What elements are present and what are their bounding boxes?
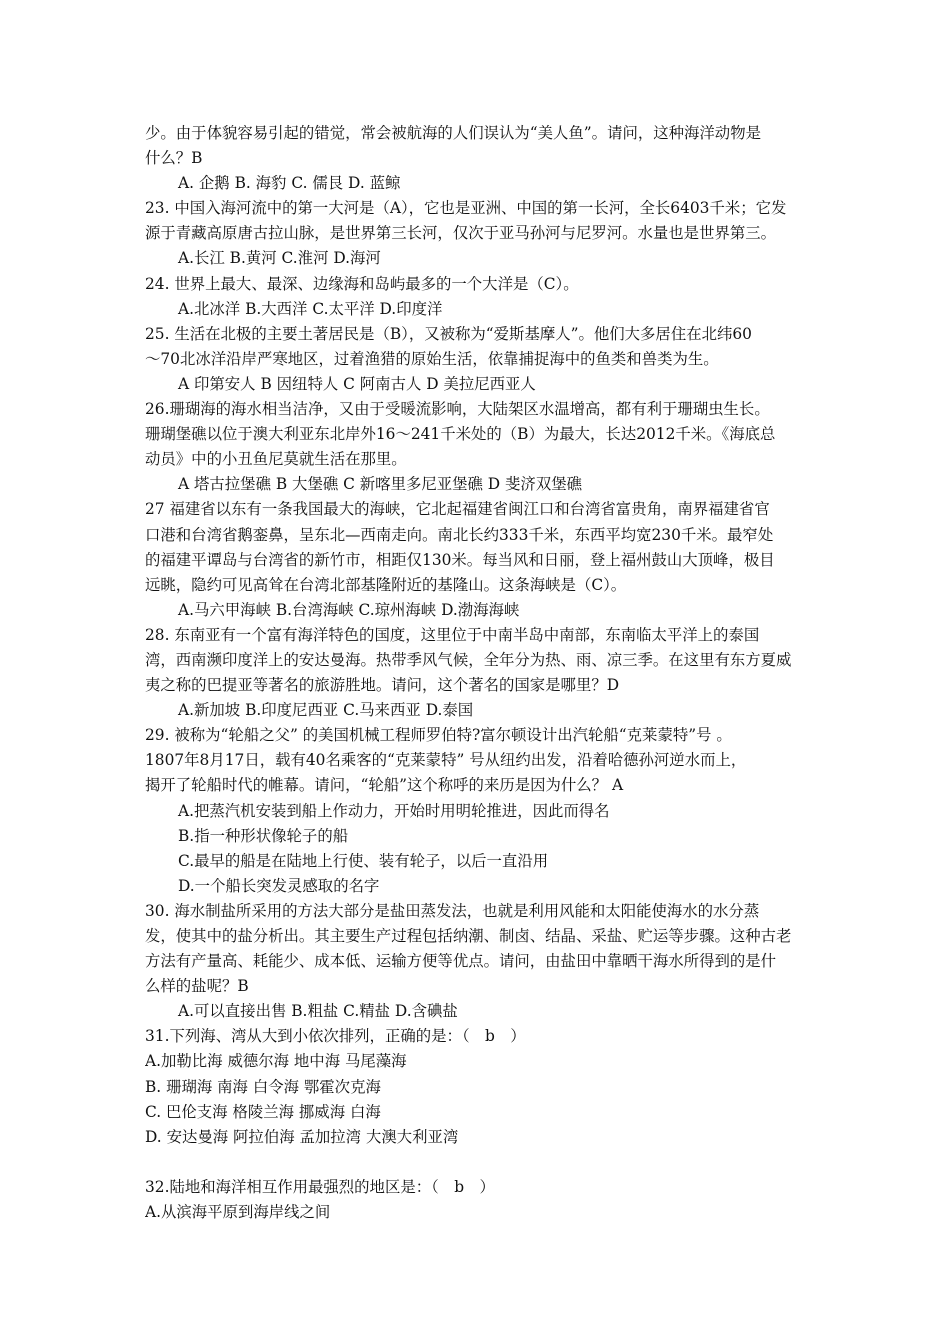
answer-options: A 塔古拉堡礁 B 大堡礁 C 新喀里多尼亚堡礁 D 斐济双堡礁: [178, 475, 582, 494]
answer-options: A.马六甲海峡 B.台湾海峡 C.琼州海峡 D.渤海海峡: [178, 600, 520, 619]
question-30: 30. 海水制盐所采用的方法大部分是盐田蒸发法，也就是利用风能和太阳能使海水的水分蒸: [145, 901, 760, 920]
answer-options: A.北冰洋 B.大西洋 C.太平洋 D.印度洋: [178, 299, 443, 318]
answer-options: A.长江 B.黄河 C.淮河 D.海河: [178, 249, 381, 268]
text-line: 1807年8月17日，载有40名乘客的“克莱蒙特” 号从纽约出发，沿着哈德孙河逆水而上，: [145, 751, 747, 770]
text-line: 方法有产量高、耗能少、成本低、运输方便等优点。请问，由盐田中靠晒干海水所得到的是什: [145, 952, 777, 971]
question-26: 26.珊瑚海的海水相当洁净，又由于受暖流影响，大陆架区水温增高，都有利于珊瑚虫生长。: [145, 400, 770, 419]
text-line: 什么？B: [145, 149, 203, 168]
text-line: 么样的盐呢？B: [145, 977, 249, 996]
answer-option: A.把蒸汽机安装到船上作动力，开始时用明轮推进，因此而得名: [178, 801, 610, 820]
answer-option: C.最早的船是在陆地上行使、装有轮子，以后一直沿用: [178, 851, 549, 870]
text-line: 夷之称的巴提亚等著名的旅游胜地。请问，这个著名的国家是哪里？D: [145, 676, 620, 695]
answer-option: A.加勒比海 威德尔海 地中海 马尾藻海: [145, 1052, 407, 1071]
answer-option: B. 珊瑚海 南海 白令海 鄂霍次克海: [145, 1077, 381, 1096]
answer-options: A 印第安人 B 因纽特人 C 阿南古人 D 美拉尼西亚人: [178, 374, 536, 393]
question-31: 31.下列海、湾从大到小依次排列，正确的是：（ b ）: [145, 1027, 526, 1046]
question-32: 32.陆地和海洋相互作用最强烈的地区是：（ b ）: [145, 1177, 495, 1196]
answer-option: C. 巴伦支海 格陵兰海 挪威海 白海: [145, 1102, 381, 1121]
answer-option: B.指一种形状像轮子的船: [178, 826, 349, 845]
text-line: 湾，西南濒印度洋上的安达曼海。热带季风气候，全年分为热、雨、凉三季。在这里有东方夏威: [145, 650, 792, 669]
text-line: ～70北冰洋沿岸严寒地区，过着渔猎的原始生活，依靠捕捉海中的鱼类和兽类为生。: [145, 349, 719, 368]
answer-option: D. 安达曼海 阿拉伯海 孟加拉湾 大澳大利亚湾: [145, 1127, 459, 1146]
text-line: 动员》中的小丑鱼尼莫就生活在那里。: [145, 450, 407, 469]
text-line: 揭开了轮船时代的帷幕。请问，“轮船”这个称呼的来历是因为什么？ A: [145, 776, 624, 795]
text-line: 的福建平谭岛与台湾省的新竹市，相距仅130米。每当风和日丽，登上福州鼓山大顶峰，极目: [145, 550, 775, 569]
question-29: 29. 被称为“轮船之父” 的美国机械工程师罗伯特?富尔顿设计出汽轮船“克莱蒙特”号 。: [145, 726, 732, 745]
blank-line: [145, 1150, 850, 1175]
question-25: 25. 生活在北极的主要土著居民是（B），又被称为“爱斯基摩人”。他们大多居住在北纬60: [145, 324, 752, 343]
question-28: 28. 东南亚有一个富有海洋特色的国度，这里位于中南半岛中南部，东南临太平洋上的泰国: [145, 625, 760, 644]
text-line: 源于青藏高原唐古拉山脉，是世界第三长河，仅次于亚马孙河与尼罗河。水量也是世界第三。: [145, 224, 777, 243]
text-line: 珊瑚堡礁以位于澳大利亚东北岸外16～241千米处的（B）为最大，长达2012千米。《海底总: [145, 425, 776, 444]
text-line: 发，使其中的盐分析出。其主要生产过程包括纳潮、制卤、结晶、采盐、贮运等步骤。这种古老: [145, 927, 792, 945]
answer-option: A.从滨海平原到海岸线之间: [145, 1203, 331, 1222]
answer-options: A.新加坡 B.印度尼西亚 C.马来西亚 D.泰国: [178, 701, 474, 720]
text-line: 口港和台湾省鹅銮鼻，呈东北—西南走向。南北长约333千米，东西平均宽230千米。最窄处: [145, 525, 774, 544]
answer-options: A.可以直接出售 B.粗盐 C.精盐 D.含碘盐: [178, 1002, 458, 1021]
question-27: 27 福建省以东有一条我国最大的海峡，它北起福建省闽江口和台湾省富贵角，南界福建省官: [145, 500, 770, 519]
text-line: 远眺，隐约可见高耸在台湾北部基隆附近的基隆山。这条海峡是（C）。: [145, 575, 627, 594]
question-23: 23. 中国入海河流中的第一大河是（A），它也是亚洲、中国的第一长河，全长6403千米；它发: [145, 199, 787, 218]
text-line: 少。由于体貌容易引起的错觉，常会被航海的人们误认为“美人鱼”。请问，这种海洋动物是: [145, 124, 761, 142]
answer-options: A. 企鹅 B. 海豹 C. 儒艮 D. 蓝鲸: [178, 174, 401, 193]
answer-option: D.一个船长突发灵感取的名字: [178, 876, 380, 895]
question-24: 24. 世界上最大、最深、边缘海和岛屿最多的一个大洋是（C）。: [145, 274, 579, 293]
